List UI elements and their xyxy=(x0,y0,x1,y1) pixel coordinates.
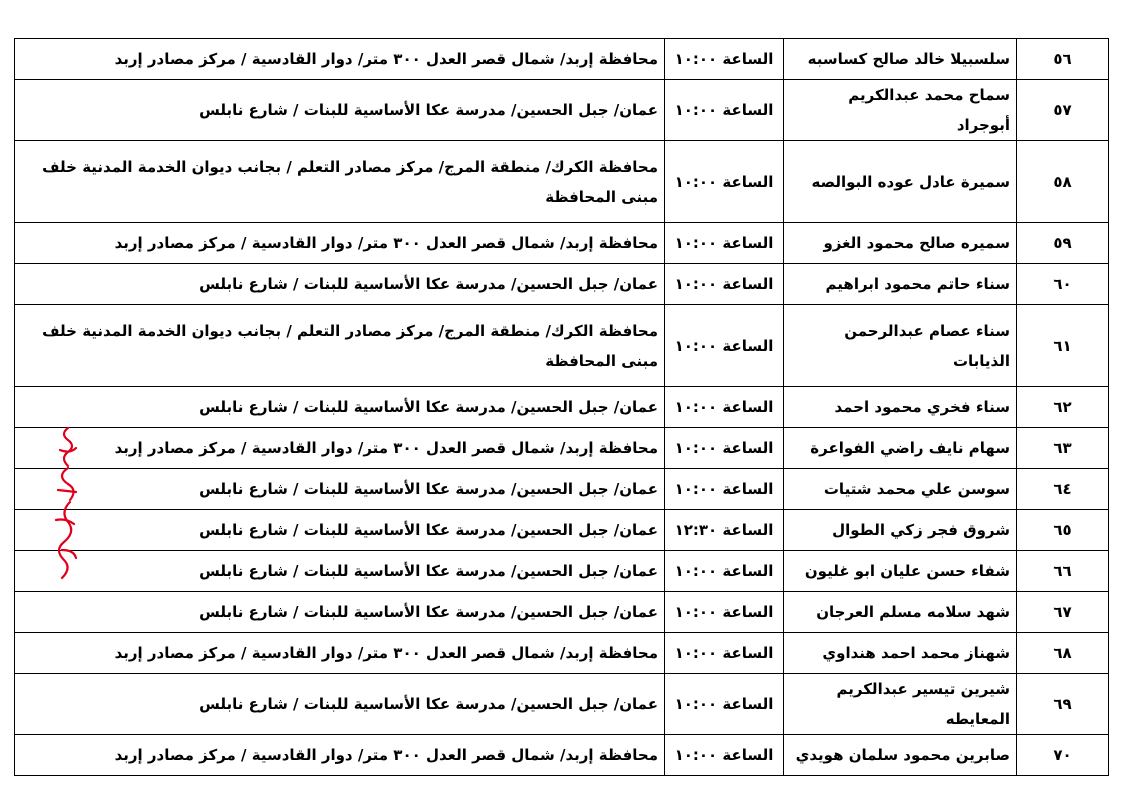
table-row xyxy=(15,469,1109,510)
table-row xyxy=(15,80,1109,141)
test-location: محافظة إربد/ شمال قصر العدل ٣٠٠ متر/ دوار القادسية / مركز مصادر إربد xyxy=(15,39,665,80)
table-row xyxy=(15,551,1109,592)
table-row xyxy=(15,633,1109,674)
applicant-name: سهام نايف راضي الفواعرة xyxy=(784,428,1017,469)
table-row xyxy=(15,592,1109,633)
row-number: ٦٤ xyxy=(1017,469,1109,510)
table-row xyxy=(15,141,1109,223)
appointment-time: الساعة ١٠:٠٠ xyxy=(665,469,784,510)
test-location: عمان/ جبل الحسين/ مدرسة عكا الأساسية للبنات / شارع نابلس xyxy=(15,469,665,510)
applicant-name: شروق فجر زكي الطوال xyxy=(784,510,1017,551)
table-row xyxy=(15,510,1109,551)
test-location: محافظة إربد/ شمال قصر العدل ٣٠٠ متر/ دوار القادسية / مركز مصادر إربد xyxy=(15,633,665,674)
applicant-name: سوسن علي محمد شتيات xyxy=(784,469,1017,510)
test-location: محافظة الكرك/ منطقة المرج/ مركز مصادر التعلم / بجانب ديوان الخدمة المدنية خلف مبنى المحافظة xyxy=(15,141,665,223)
test-location: عمان/ جبل الحسين/ مدرسة عكا الأساسية للبنات / شارع نابلس xyxy=(15,387,665,428)
test-location: عمان/ جبل الحسين/ مدرسة عكا الأساسية للبنات / شارع نابلس xyxy=(15,264,665,305)
test-location: عمان/ جبل الحسين/ مدرسة عكا الأساسية للبنات / شارع نابلس xyxy=(15,80,665,141)
appointment-time: الساعة ١٠:٠٠ xyxy=(665,428,784,469)
test-location: محافظة الكرك/ منطقة المرج/ مركز مصادر التعلم / بجانب ديوان الخدمة المدنية خلف مبنى المحافظة xyxy=(15,305,665,387)
table-row xyxy=(15,39,1109,80)
row-number: ٦١ xyxy=(1017,305,1109,387)
row-number: ٦٦ xyxy=(1017,551,1109,592)
row-number: ٧٠ xyxy=(1017,735,1109,776)
appointment-time: الساعة ١٠:٠٠ xyxy=(665,387,784,428)
applicant-name: شيرين تيسير عبدالكريم المعايطه xyxy=(784,674,1017,735)
table-row xyxy=(15,735,1109,776)
appointment-time: الساعة ١٠:٠٠ xyxy=(665,674,784,735)
applicant-name: سماح محمد عبدالكريم أبوجراد xyxy=(784,80,1017,141)
row-number: ٥٩ xyxy=(1017,223,1109,264)
row-number: ٦٥ xyxy=(1017,510,1109,551)
table-row xyxy=(15,223,1109,264)
appointment-time: الساعة ١٠:٠٠ xyxy=(665,141,784,223)
schedule-table xyxy=(14,38,1109,776)
table-row xyxy=(15,264,1109,305)
applicant-name: سناء فخري محمود احمد xyxy=(784,387,1017,428)
schedule-table-body xyxy=(15,39,1109,776)
test-location: عمان/ جبل الحسين/ مدرسة عكا الأساسية للبنات / شارع نابلس xyxy=(15,674,665,735)
applicant-name: سميرة عادل عوده البوالصه xyxy=(784,141,1017,223)
appointment-time: الساعة ١٠:٠٠ xyxy=(665,551,784,592)
test-location: محافظة إربد/ شمال قصر العدل ٣٠٠ متر/ دوار القادسية / مركز مصادر إربد xyxy=(15,223,665,264)
test-location: محافظة إربد/ شمال قصر العدل ٣٠٠ متر/ دوار القادسية / مركز مصادر إربد xyxy=(15,735,665,776)
appointment-time: الساعة ١٠:٠٠ xyxy=(665,592,784,633)
test-location: عمان/ جبل الحسين/ مدرسة عكا الأساسية للبنات / شارع نابلس xyxy=(15,592,665,633)
table-row xyxy=(15,305,1109,387)
applicant-name: شفاء حسن عليان ابو غليون xyxy=(784,551,1017,592)
applicant-name: شهد سلامه مسلم العرجان xyxy=(784,592,1017,633)
row-number: ٦٧ xyxy=(1017,592,1109,633)
table-row xyxy=(15,387,1109,428)
appointment-time: الساعة ١٠:٠٠ xyxy=(665,39,784,80)
appointment-time: الساعة ١٠:٠٠ xyxy=(665,264,784,305)
table-row xyxy=(15,674,1109,735)
row-number: ٦٢ xyxy=(1017,387,1109,428)
appointment-time: الساعة ١٠:٠٠ xyxy=(665,223,784,264)
row-number: ٦٣ xyxy=(1017,428,1109,469)
row-number: ٥٨ xyxy=(1017,141,1109,223)
appointment-time: الساعة ١٠:٠٠ xyxy=(665,305,784,387)
applicant-name: صابرين محمود سلمان هويدي xyxy=(784,735,1017,776)
test-location: محافظة إربد/ شمال قصر العدل ٣٠٠ متر/ دوار القادسية / مركز مصادر إربد xyxy=(15,428,665,469)
applicant-name: سلسبيلا خالد صالح كساسبه xyxy=(784,39,1017,80)
applicant-name: سناء عصام عبدالرحمن الذيابات xyxy=(784,305,1017,387)
row-number: ٥٧ xyxy=(1017,80,1109,141)
row-number: ٦٩ xyxy=(1017,674,1109,735)
row-number: ٦٨ xyxy=(1017,633,1109,674)
row-number: ٥٦ xyxy=(1017,39,1109,80)
applicant-name: سميره صالح محمود الغزو xyxy=(784,223,1017,264)
appointment-time: الساعة ١٢:٣٠ xyxy=(665,510,784,551)
appointment-time: الساعة ١٠:٠٠ xyxy=(665,735,784,776)
applicant-name: سناء حاتم محمود ابراهيم xyxy=(784,264,1017,305)
appointment-time: الساعة ١٠:٠٠ xyxy=(665,633,784,674)
row-number: ٦٠ xyxy=(1017,264,1109,305)
table-row xyxy=(15,428,1109,469)
applicant-name: شهناز محمد احمد هنداوي xyxy=(784,633,1017,674)
appointment-time: الساعة ١٠:٠٠ xyxy=(665,80,784,141)
test-location: عمان/ جبل الحسين/ مدرسة عكا الأساسية للبنات / شارع نابلس xyxy=(15,510,665,551)
test-location: عمان/ جبل الحسين/ مدرسة عكا الأساسية للبنات / شارع نابلس xyxy=(15,551,665,592)
